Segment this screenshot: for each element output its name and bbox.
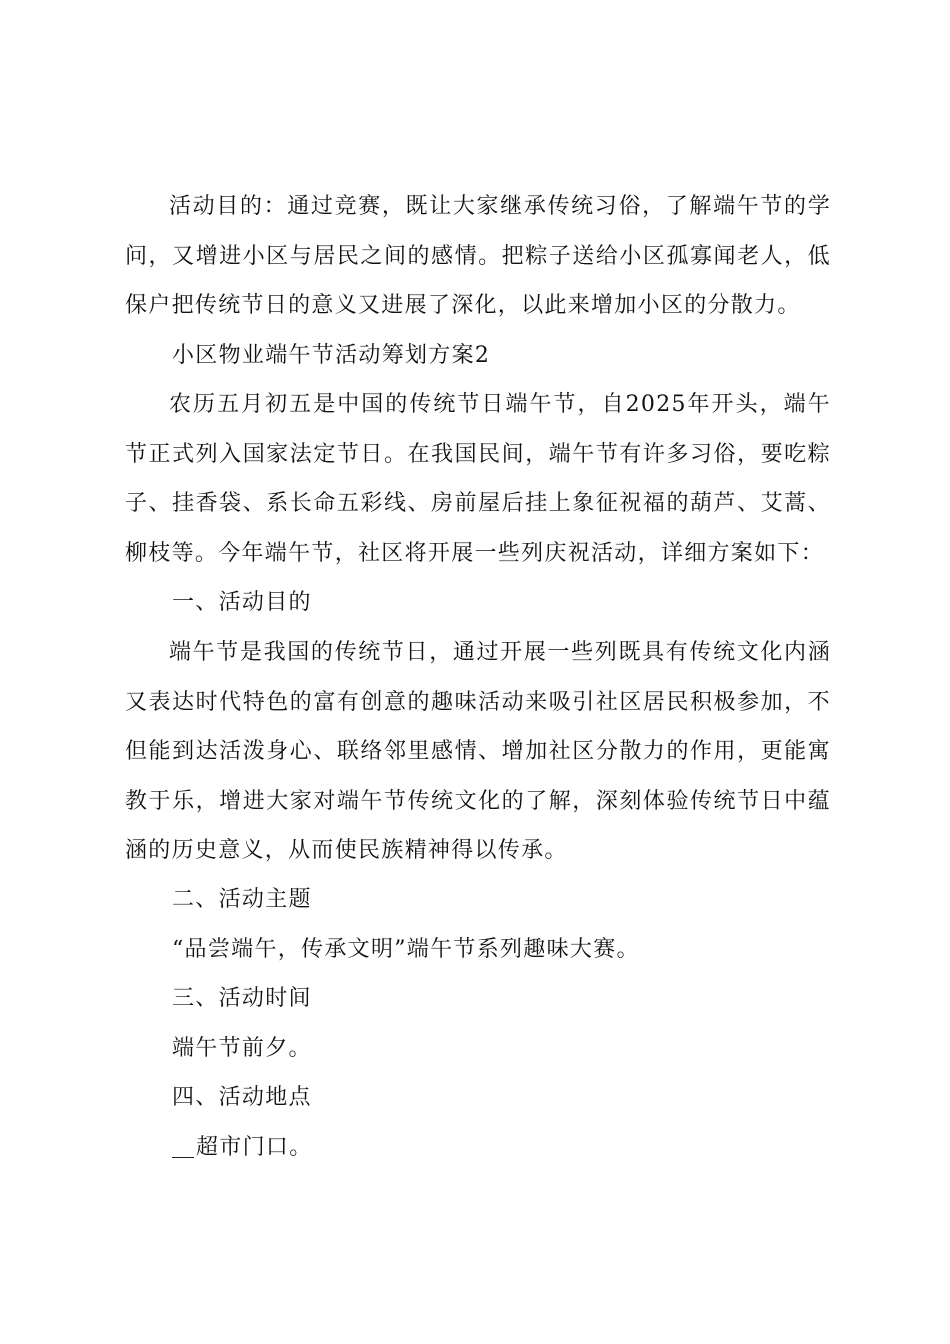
fill-in-blank [172, 1135, 194, 1158]
section-heading-theme: 二、活动主题 [172, 887, 312, 912]
location-text: 超市门口。 [196, 1135, 313, 1160]
section-body-theme: “品尝端午，传承文明”端午节系列趣味大赛。 [172, 937, 640, 962]
section-heading-time: 三、活动时间 [172, 986, 312, 1011]
section-body-time: 端午节前夕。 [172, 1036, 312, 1061]
section-heading-location: 四、活动地点 [172, 1085, 312, 1110]
plan-title: 小区物业端午节活动筹划方案2 [172, 343, 491, 368]
purpose-paragraph: 活动目的：通过竞赛，既让大家继承传统习俗，了解端午节的学问，又增进小区与居民之间的感情。把粽子送给小区孤寡闻老人，低保户把传统节日的意义又进展了深化，以此来增加小区的分散力。 [125, 194, 831, 318]
section-body-location [172, 1123, 313, 1173]
intro-paragraph: 农历五月初五是中国的传统节日端午节，自2025年开头，端午节正式列入国家法定节日。在我国民间，端午节有许多习俗，要吃粽子、挂香袋、系长命五彩线、房前屋后挂上象征祝福的葫芦、艾蒿、柳枝等。今年端午节，社区将开展一些列庆祝活动，详细方案如下： [125, 392, 831, 566]
section-heading-purpose: 一、活动目的 [172, 590, 312, 615]
section-body-purpose: 端午节是我国的传统节日，通过开展一些列既具有传统文化内涵又表达时代特色的富有创意的趣味活动来吸引社区居民积极参加，不但能到达活泼身心、联络邻里感情、增加社区分散力的作用，更能寓教于乐，增进大家对端午节传统文化的了解，深刻体验传统节日中蕴涵的历史意义，从而使民族精神得以传承。 [125, 640, 831, 863]
